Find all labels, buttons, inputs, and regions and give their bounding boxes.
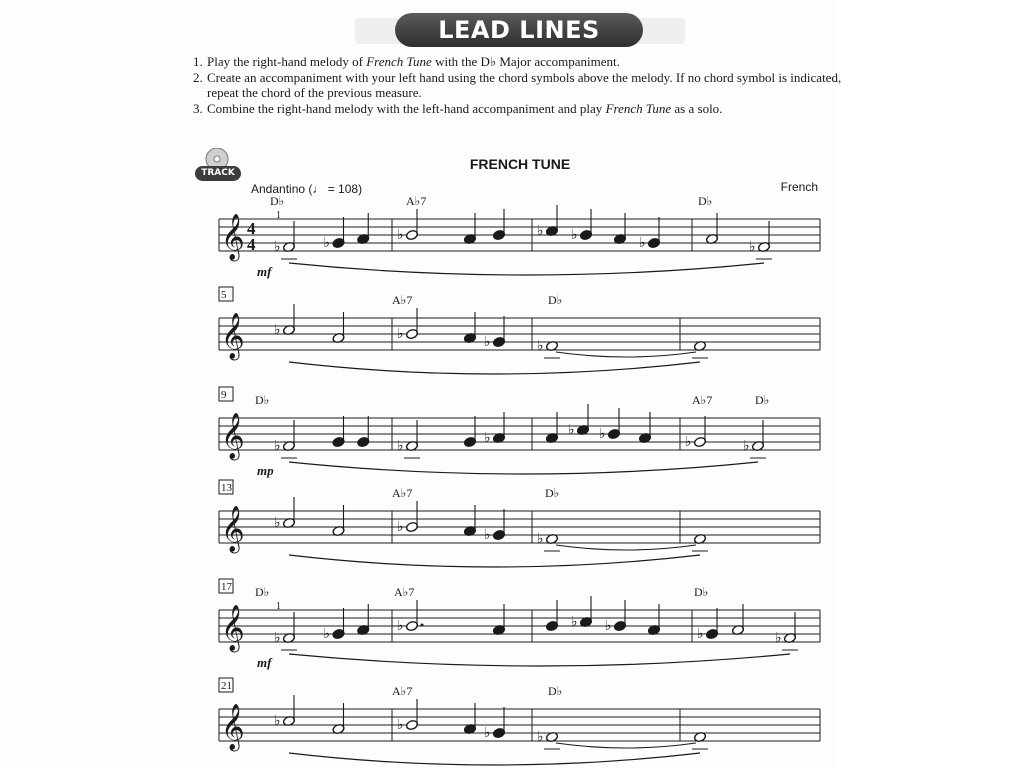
chord-symbol: D♭ [255, 585, 270, 599]
flat-sign: ♭ [599, 426, 606, 442]
chord-symbol: D♭ [255, 393, 270, 407]
instruction-text-part: Play the right-hand melody of [207, 54, 367, 69]
chord-symbol: D♭ [755, 393, 770, 407]
page-title: LEAD LINES [438, 16, 600, 44]
treble-clef: 𝄞 [221, 413, 245, 459]
phrase-slur [289, 753, 700, 765]
composer-credit: French [780, 180, 818, 194]
phrase-slur [289, 654, 790, 666]
flat-sign: ♭ [397, 438, 404, 454]
phrase-slur [289, 263, 764, 275]
flat-sign: ♭ [749, 239, 756, 255]
flat-sign: ♭ [605, 618, 612, 634]
treble-clef: 𝄞 [221, 605, 245, 651]
fingering-number: 1 [276, 601, 281, 612]
flat-sign: ♭ [484, 334, 491, 350]
chord-symbol: D♭ [698, 194, 713, 208]
track-label: TRACK 49 [195, 166, 241, 181]
song-reference: French Tune [366, 54, 432, 69]
instruction-text-part: as a solo. [671, 100, 723, 116]
augmentation-dot [421, 624, 424, 627]
flat-sign: ♭ [697, 626, 704, 642]
flat-sign: ♭ [323, 235, 331, 251]
flat-sign: ♭ [639, 235, 646, 251]
flat-sign: ♭ [537, 338, 544, 354]
measure-number: 21 [221, 680, 232, 692]
chord-symbol: A♭7 [392, 684, 413, 698]
measure-number: 5 [221, 289, 227, 301]
chord-symbol: D♭ [548, 293, 563, 307]
dynamic-marking: mp [257, 463, 274, 478]
treble-clef: 𝄞 [221, 313, 245, 359]
flat-sign: ♭ [274, 239, 281, 255]
flat-sign: ♭ [274, 515, 281, 531]
measure-number: 17 [221, 581, 232, 593]
tie [556, 545, 696, 550]
measure-number: 13 [221, 482, 232, 494]
flat-sign: ♭ [323, 626, 331, 642]
song-reference: French Tune [605, 100, 672, 116]
time-signature-bottom: 4 [247, 235, 256, 254]
song-title: FRENCH TUNE [469, 156, 571, 172]
chord-symbol: D♭ [694, 585, 709, 599]
dynamic-marking: mf [257, 264, 272, 279]
chord-symbol: D♭ [545, 486, 560, 500]
flat-sign: ♭ [537, 223, 544, 239]
flat-sign: ♭ [397, 326, 404, 342]
chord-symbol: A♭7 [392, 293, 413, 307]
flat-sign: ♭ [397, 618, 404, 634]
phrase-slur [289, 362, 700, 374]
flat-sign: ♭ [274, 630, 281, 646]
flat-sign: ♭ [274, 438, 281, 454]
chord-symbol: D♭ [270, 194, 285, 208]
chord-symbol: D♭ [548, 684, 563, 698]
flat-sign: ♭ [537, 531, 544, 547]
instruction-text-part: Create an accompaniment with your left hand using the chord symbols above the melody. If no chord symbol is indicated, repeat the chord of the previous measure. [207, 69, 842, 100]
fingering-number: 1 [276, 210, 281, 221]
flat-sign: ♭ [743, 438, 750, 454]
flat-sign: ♭ [274, 322, 281, 338]
flat-sign: ♭ [537, 729, 544, 745]
flat-sign: ♭ [568, 422, 575, 438]
flat-sign: ♭ [484, 725, 491, 741]
tempo-marking: Andantino (♩ = 108) [251, 182, 363, 196]
flat-sign: ♭ [484, 527, 491, 543]
instruction-number: 2. [193, 69, 203, 85]
chord-symbol: A♭7 [692, 393, 713, 407]
instruction-number: 3. [193, 100, 203, 116]
flat-sign: ♭ [775, 630, 782, 646]
instruction-text-part: with the D♭ Major accompaniment. [431, 54, 620, 69]
instruction-number: 1. [193, 54, 203, 69]
flat-sign: ♭ [397, 717, 404, 733]
flat-sign: ♭ [397, 227, 404, 243]
treble-clef: 𝄞 [221, 506, 245, 552]
flat-sign: ♭ [397, 519, 404, 535]
treble-clef: 𝄞 [221, 214, 245, 260]
tie [556, 743, 696, 748]
dynamic-marking: mf [257, 655, 272, 670]
chord-symbol: A♭7 [394, 585, 415, 599]
chord-symbol: A♭7 [392, 486, 413, 500]
instruction-text-part: Combine the right-hand melody with the left-hand accompaniment and play [207, 100, 606, 116]
time-signature-top: 4 [247, 219, 256, 238]
flat-sign: ♭ [571, 227, 578, 243]
measure-number: 9 [221, 389, 227, 401]
phrase-slur [289, 555, 700, 567]
phrase-slur [289, 462, 758, 474]
flat-sign: ♭ [484, 430, 491, 446]
tie [556, 352, 696, 357]
chord-symbol: A♭7 [406, 194, 427, 208]
flat-sign: ♭ [274, 713, 281, 729]
flat-sign: ♭ [571, 614, 578, 630]
treble-clef: 𝄞 [221, 704, 245, 750]
flat-sign: ♭ [685, 434, 692, 450]
